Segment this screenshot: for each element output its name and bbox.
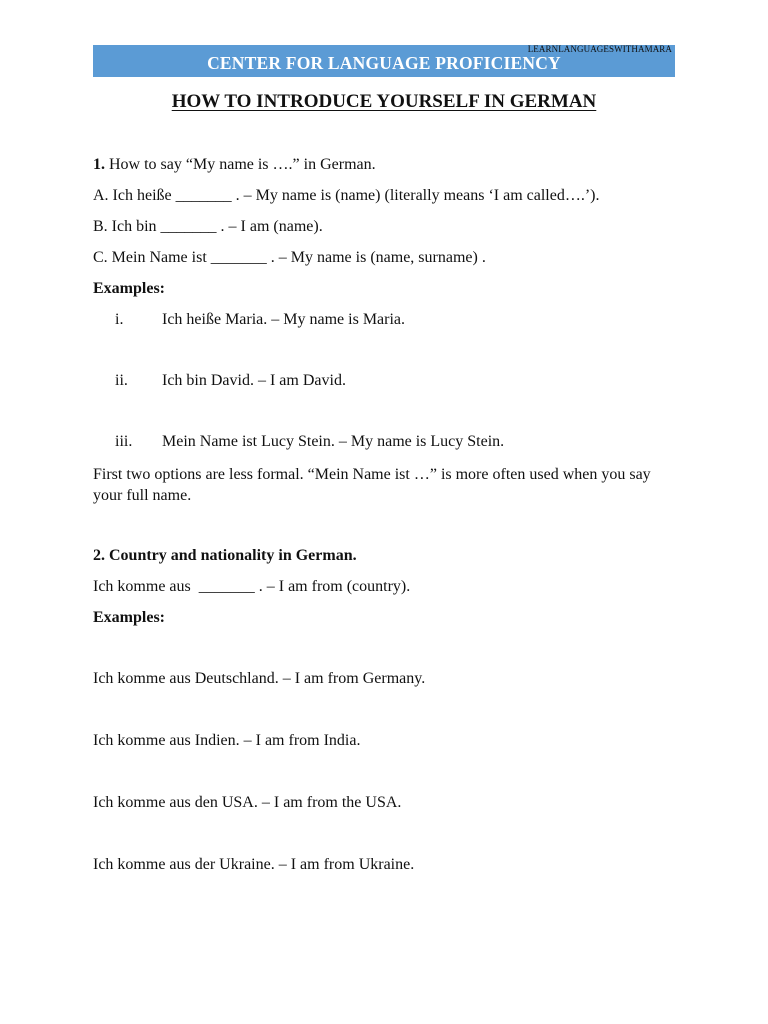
- examples-label-2: Examples:: [93, 609, 165, 626]
- country-example: Ich komme aus Deutschland. – I am from Germany.: [93, 670, 426, 687]
- section1-heading-text: How to say “My name is ….” in German.: [105, 156, 376, 173]
- option-c: C. Mein Name ist _______ . – My name is (name, surname) .: [93, 249, 486, 266]
- example-text: Ich heiße Maria. – My name is Maria.: [162, 311, 406, 328]
- country-example: Ich komme aus den USA. – I am from the USA.: [93, 794, 402, 811]
- example-marker: ii.: [115, 372, 128, 389]
- example-text: Mein Name ist Lucy Stein. – My name is Lucy Stein.: [162, 433, 505, 450]
- country-example: Ich komme aus Indien. – I am from India.: [93, 732, 361, 749]
- country-example: Ich komme aus der Ukraine. – I am from Ukraine.: [93, 856, 415, 873]
- site-name: LEARNLANGUAGESWITHAMARA: [527, 44, 672, 54]
- country-pattern: Ich komme aus _______ . – I am from (country).: [93, 578, 411, 595]
- formality-note: First two options are less formal. “Mein Name ist …” is more often used when you say your full name.: [93, 466, 651, 504]
- page-title-wrapper: [93, 90, 675, 114]
- section1-number: 1.: [93, 156, 105, 173]
- example-marker: i.: [115, 311, 124, 328]
- example-marker: iii.: [115, 433, 133, 450]
- option-b: B. Ich bin _______ . – I am (name).: [93, 218, 323, 235]
- section2-heading: 2. Country and nationality in German.: [93, 547, 357, 564]
- page-title: HOW TO INTRODUCE YOURSELF IN GERMAN: [171, 91, 597, 112]
- section1-heading: [93, 155, 376, 175]
- example-text: Ich bin David. – I am David.: [162, 372, 346, 389]
- header-banner: [93, 45, 675, 77]
- option-a: A. Ich heiße _______ . – My name is (name) (literally means ‘I am called….’).: [93, 187, 600, 204]
- banner-title: CENTER FOR LANGUAGE PROFICIENCY: [207, 53, 561, 73]
- examples-label-1: Examples:: [93, 280, 165, 297]
